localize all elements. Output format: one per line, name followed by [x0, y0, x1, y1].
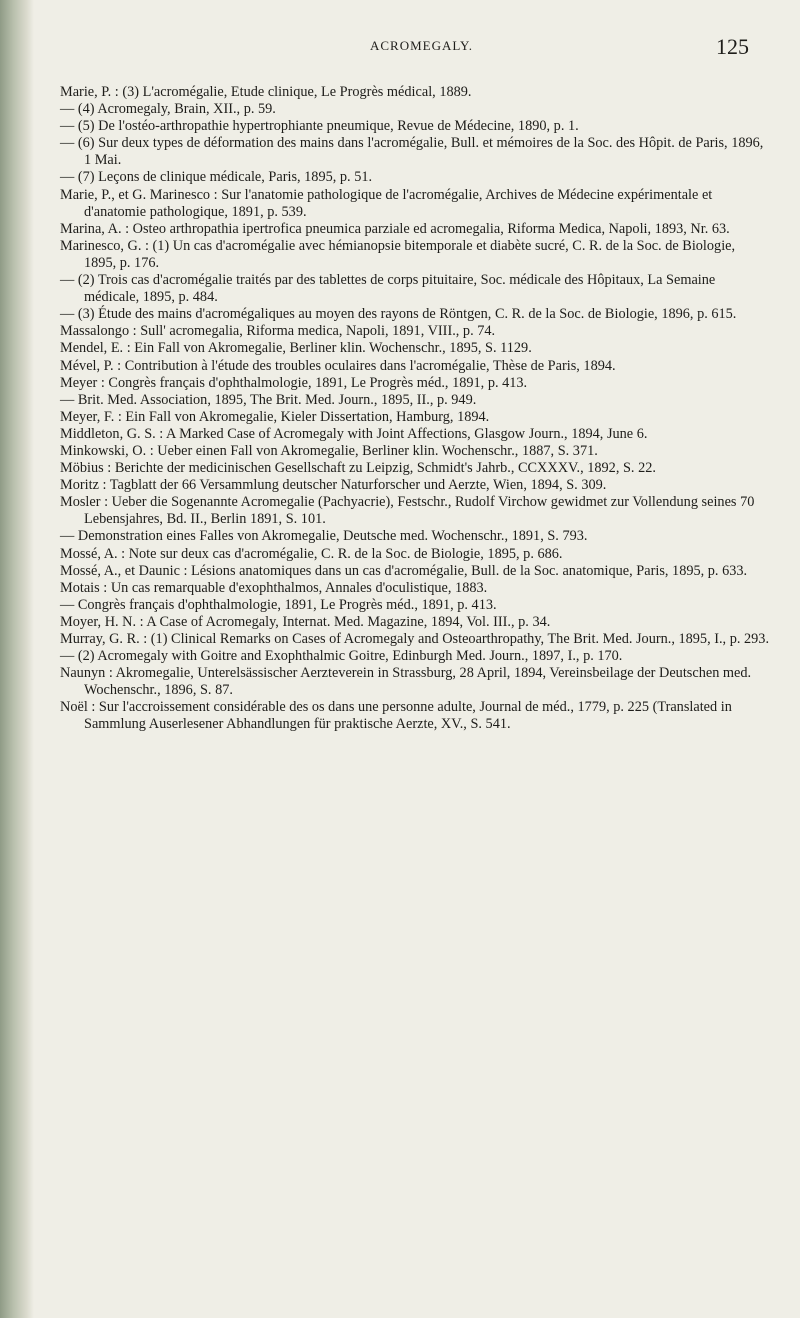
bibliography-entry: Möbius : Berichte der medicinischen Gesellschaft zu Leipzig, Schmidt's Jahrb., CCXXXV., 1892, S. 22. [60, 460, 656, 477]
bibliography-entry: — (4) Acromegaly, Brain, XII., p. 59. [60, 101, 276, 118]
bibliography-entry: Moyer, H. N. : A Case of Acromegaly, Internat. Med. Magazine, 1894, Vol. III., p. 34. [60, 613, 551, 630]
bibliography-entry: — (6) Sur deux types de déformation des mains dans l'acromégalie, Bull. et mémoires de la Soc. des Hôpit. de Paris, 1896, 1 Mai. [60, 135, 764, 169]
bibliography-entry: — Demonstration eines Falles von Akromegalie, Deutsche med. Wochenschr., 1891, S. 793. [60, 528, 588, 545]
bibliography-entry: Massalongo : Sull' acromegalia, Riforma medica, Napoli, 1891, VIII., p. 74. [60, 323, 496, 340]
bibliography-entry: Motais : Un cas remarquable d'exophthalmos, Annales d'oculistique, 1883. [60, 579, 488, 596]
page-binding-edge [0, 0, 34, 1318]
bibliography-entry: Mével, P. : Contribution à l'étude des troubles oculaires dans l'acromégalie, Thèse de Paris, 1894. [60, 357, 616, 374]
bibliography-entry: — (7) Leçons de clinique médicale, Paris, 1895, p. 51. [60, 169, 373, 186]
bibliography-entry: Marie, P. : (3) L'acromégalie, Etude clinique, Le Progrès médical, 1889. [60, 84, 472, 100]
bibliography-entry: — (2) Trois cas d'acromégalie traités par des tablettes de corps pituitaire, Soc. médicale des Hôpitaux, La Semaine médicale, 1895, p. 484. [60, 272, 716, 306]
bibliography-entry: Meyer, F. : Ein Fall von Akromegalie, Kieler Dissertation, Hamburg, 1894. [60, 408, 490, 425]
bibliography-entry: Mendel, E. : Ein Fall von Akromegalie, Berliner klin. Wochenschr., 1895, S. 1129. [60, 340, 532, 357]
bibliography-entry: Noël : Sur l'accroissement considérable des os dans une personne adulte, Journal de méd., 1779, p. 225 (Translated in Sammlung Auserlesener Abhandlungen für praktische Aerzte, XV., S. 541. [60, 699, 732, 733]
bibliography-entry: Meyer : Congrès français d'ophthalmologie, 1891, Le Progrès méd., 1891, p. 413. [60, 374, 528, 391]
bibliography-entry: Marie, P., et G. Marinesco : Sur l'anatomie pathologique de l'acromégalie, Archives de Médecine expérimentale et d'anatomie pathologique, 1891, p. 539. [60, 186, 713, 220]
bibliography-entry: — (3) Étude des mains d'acromégaliques au moyen des rayons de Röntgen, C. R. de la Soc. de Biologie, 1896, p. 615. [60, 306, 737, 323]
bibliography-entry: Minkowski, O. : Ueber einen Fall von Akromegalie, Berliner klin. Wochenschr., 1887, S. 371. [60, 442, 598, 459]
bibliography-entry: Naunyn : Akromegalie, Unterelsässischer Aerzteverein in Strassburg, 28 April, 1894, Vereinsbeilage der Deutschen med. Wochenschr., 1896, S. 87. [60, 665, 752, 699]
running-head: ACROMEGALY. [370, 38, 473, 53]
bibliography-entry: Mosler : Ueber die Sogenannte Acromegalie (Pachyacrie), Festschr., Rudolf Virchow gewidmet zur Vollendung seines 70 Lebensjahres, Bd. II., Berlin 1891, S. 101. [60, 494, 755, 528]
bibliography-entry: Mossé, A. : Note sur deux cas d'acromégalie, C. R. de la Soc. de Biologie, 1895, p. 686. [60, 545, 563, 562]
page-header [0, 34, 800, 64]
bibliography-entry: — (2) Acromegaly with Goitre and Exophthalmic Goitre, Edinburgh Med. Journ., 1897, I., p. 170. [60, 648, 623, 665]
bibliography-entry: — (5) De l'ostéo-arthropathie hypertrophiante pneumique, Revue de Médecine, 1890, p. 1. [60, 118, 579, 135]
bibliography-entry: — Congrès français d'ophthalmologie, 1891, Le Progrès méd., 1891, p. 413. [60, 596, 497, 613]
bibliography-entry: Moritz : Tagblatt der 66 Versammlung deutscher Naturforscher und Aerzte, Wien, 1894, S. 309. [60, 477, 607, 494]
bibliography-entry: Murray, G. R. : (1) Clinical Remarks on Cases of Acromegaly and Osteoarthropathy, The Brit. Med. Journ., 1895, I., p. 293. [60, 631, 770, 647]
page-number: 125 [716, 34, 749, 59]
bibliography-list [60, 84, 770, 734]
bibliography-entry: Marinesco, G. : (1) Un cas d'acromégalie avec hémianopsie bitemporale et diabète sucré, C. R. de la Soc. de Biologie, 1895, p. 176. [60, 237, 736, 271]
bibliography-entry: Mossé, A., et Daunic : Lésions anatomiques dans un cas d'acromégalie, Bull. de la Soc. anatomique, Paris, 1895, p. 633. [60, 562, 748, 579]
bibliography-entry: Marina, A. : Osteo arthropathia ipertrofica pneumica parziale ed acromegalia, Riforma Medica, Napoli, 1893, Nr. 63. [60, 220, 730, 237]
bibliography-entry: — Brit. Med. Association, 1895, The Brit. Med. Journ., 1895, II., p. 949. [60, 391, 477, 408]
bibliography-entry: Middleton, G. S. : A Marked Case of Acromegaly with Joint Affections, Glasgow Journ., 1894, June 6. [60, 425, 648, 442]
